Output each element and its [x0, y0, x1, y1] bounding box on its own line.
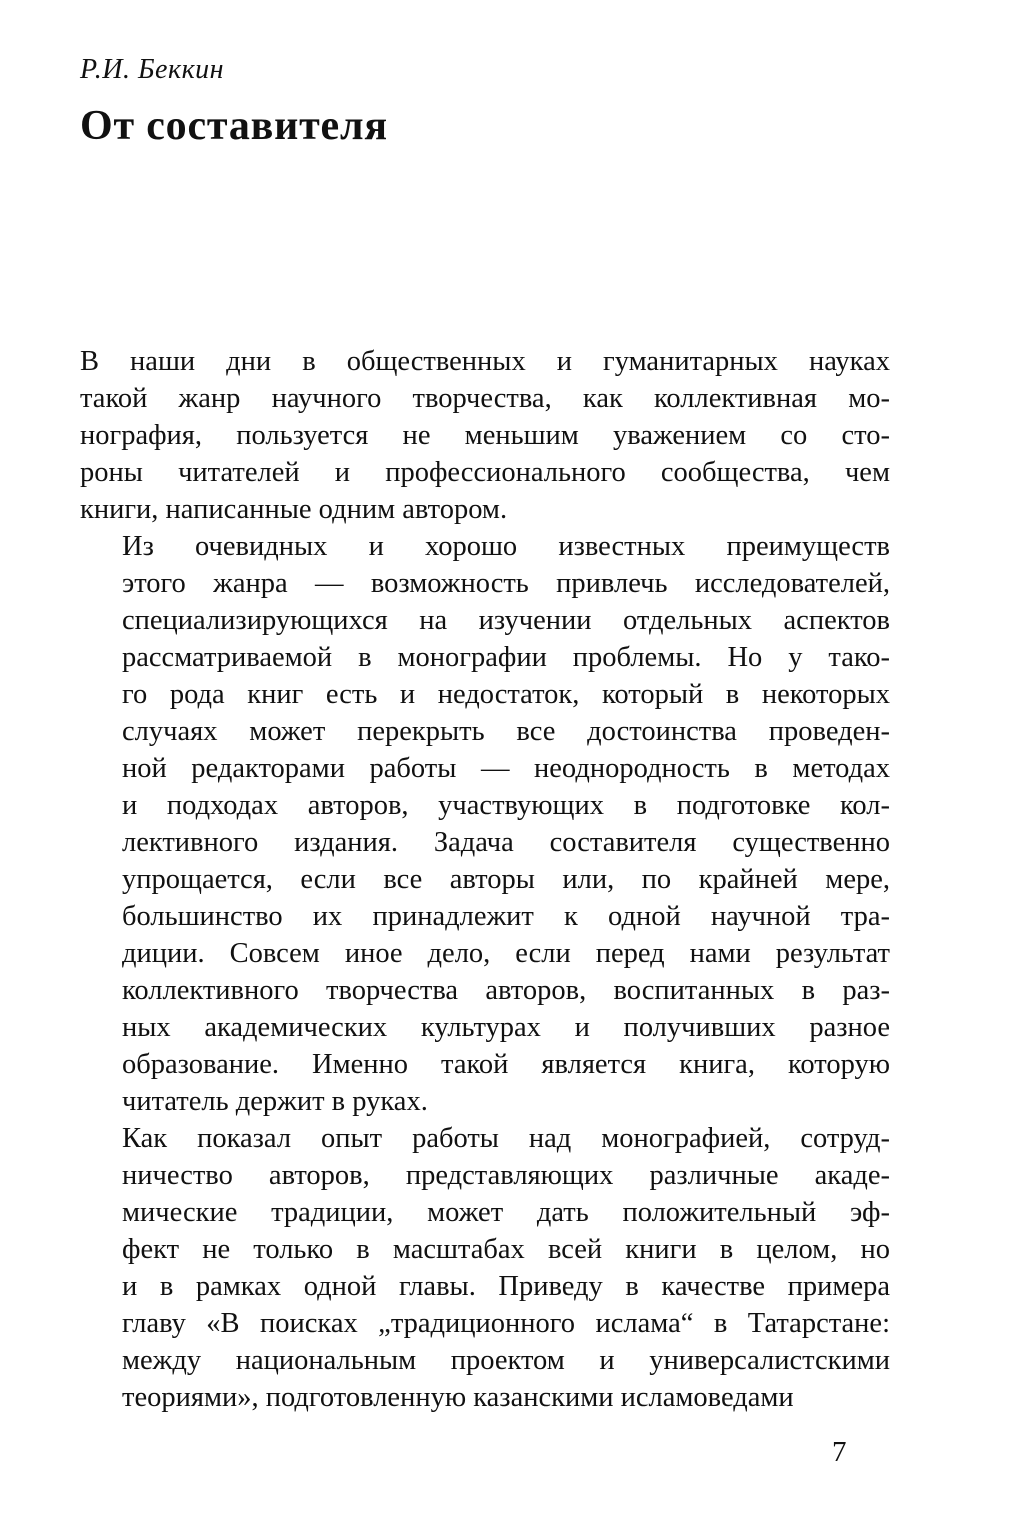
text-line: роны читателей и профессионального сообщества, чем	[80, 457, 890, 488]
text-line: книги, написанные одним автором.	[80, 494, 508, 525]
text-line: фект не только в масштабах всей книги в целом, но	[122, 1234, 890, 1265]
text-line: и в рамках одной главы. Приведу в качестве примера	[122, 1271, 890, 1302]
paragraph	[80, 528, 890, 1120]
text-line: лективного издания. Задача составителя существенно	[122, 827, 890, 858]
text-line: главу «В поисках „традиционного ислама“ в Татарстане:	[122, 1308, 890, 1339]
text-line: читатель держит в руках.	[122, 1086, 428, 1117]
text-line: В наши дни в общественных и гуманитарных науках	[80, 346, 890, 377]
text-line: теориями», подготовленную казанскими исламоведами	[122, 1382, 794, 1413]
text-line: ной редакторами работы — неоднородность в методах	[122, 753, 890, 784]
paragraph	[80, 343, 890, 528]
text-line: такой жанр научного творчества, как коллективная мо-	[80, 383, 890, 414]
text-line: случаях может перекрыть все достоинства проведен-	[122, 716, 890, 747]
text-line: большинство их принадлежит к одной научной тра-	[122, 901, 890, 932]
text-line: этого жанра — возможность привлечь исследователей,	[122, 568, 890, 599]
text-line: и подходах авторов, участвующих в подготовке кол-	[122, 790, 890, 821]
text-line: специализирующихся на изучении отдельных аспектов	[122, 605, 890, 636]
text-line: рассматриваемой в монографии проблемы. Но у тако-	[122, 642, 890, 673]
text-line: нография, пользуется не меньшим уважением со сто-	[80, 420, 890, 451]
chapter-title: От составителя	[80, 103, 388, 149]
text-line: Как показал опыт работы над монографией, сотруд-	[122, 1123, 890, 1154]
text-line: Из очевидных и хорошо известных преимуществ	[122, 531, 890, 562]
text-line: диции. Совсем иное дело, если перед нами результат	[122, 938, 890, 969]
page-number: 7	[832, 1436, 847, 1468]
text-line: упрощается, если все авторы или, по крайней мере,	[122, 864, 890, 895]
body-text	[80, 343, 890, 1416]
text-line: между национальным проектом и универсалистскими	[122, 1345, 890, 1376]
text-line: образование. Именно такой является книга, которую	[122, 1049, 890, 1080]
text-line: ных академических культурах и получивших разное	[122, 1012, 890, 1043]
text-line: мические традиции, может дать положительный эф-	[122, 1197, 890, 1228]
text-line: коллективного творчества авторов, воспитанных в раз-	[122, 975, 890, 1006]
text-line: ничество авторов, представляющих различные акаде-	[122, 1160, 890, 1191]
author-name: Р.И. Беккин	[80, 54, 225, 85]
text-line: го рода книг есть и недостаток, который в некоторых	[122, 679, 890, 710]
paragraph	[80, 1120, 890, 1416]
